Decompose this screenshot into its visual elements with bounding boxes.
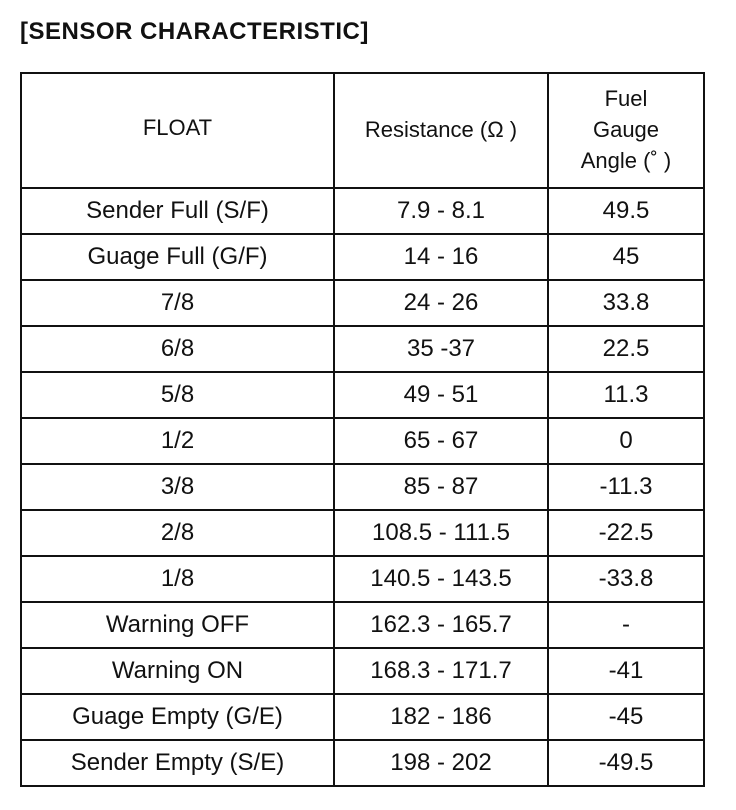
resistance-cell: 140.5 - 143.5 bbox=[334, 556, 548, 602]
float-cell: 6/8 bbox=[21, 326, 334, 372]
float-cell: 2/8 bbox=[21, 510, 334, 556]
angle-cell: -41 bbox=[548, 648, 704, 694]
table-row bbox=[21, 372, 704, 418]
angle-header-line-2: Gauge bbox=[592, 117, 660, 143]
float-cell: 1/8 bbox=[21, 556, 334, 602]
table-row bbox=[21, 234, 704, 280]
table-row bbox=[21, 280, 704, 326]
table-row bbox=[21, 418, 704, 464]
resistance-cell: 49 - 51 bbox=[334, 372, 548, 418]
float-cell: Warning OFF bbox=[21, 602, 334, 648]
float-cell: Guage Empty (G/E) bbox=[21, 694, 334, 740]
angle-cell: -49.5 bbox=[548, 740, 704, 786]
resistance-cell: 85 - 87 bbox=[334, 464, 548, 510]
angle-cell: 22.5 bbox=[548, 326, 704, 372]
angle-cell: 33.8 bbox=[548, 280, 704, 326]
float-column-header: FLOAT bbox=[21, 73, 334, 188]
table-row bbox=[21, 648, 704, 694]
float-cell: Sender Empty (S/E) bbox=[21, 740, 334, 786]
angle-column-header bbox=[548, 73, 704, 188]
resistance-cell: 14 - 16 bbox=[334, 234, 548, 280]
angle-cell: 45 bbox=[548, 234, 704, 280]
sensor-characteristic-table bbox=[20, 72, 705, 787]
page-title: [SENSOR CHARACTERISTIC] bbox=[20, 18, 369, 45]
table-header-row bbox=[21, 73, 704, 188]
table-row bbox=[21, 602, 704, 648]
table-row bbox=[21, 326, 704, 372]
angle-cell: 0 bbox=[548, 418, 704, 464]
resistance-cell: 35 -37 bbox=[334, 326, 548, 372]
table-row bbox=[21, 510, 704, 556]
resistance-cell: 168.3 - 171.7 bbox=[334, 648, 548, 694]
table-row bbox=[21, 740, 704, 786]
float-cell: 5/8 bbox=[21, 372, 334, 418]
table-row bbox=[21, 694, 704, 740]
float-cell: 1/2 bbox=[21, 418, 334, 464]
angle-header-line-1: Fuel bbox=[604, 86, 648, 112]
angle-cell: 49.5 bbox=[548, 188, 704, 234]
resistance-cell: 182 - 186 bbox=[334, 694, 548, 740]
angle-cell: -22.5 bbox=[548, 510, 704, 556]
resistance-cell: 198 - 202 bbox=[334, 740, 548, 786]
table-body bbox=[21, 188, 704, 786]
float-cell: 7/8 bbox=[21, 280, 334, 326]
angle-cell: 11.3 bbox=[548, 372, 704, 418]
float-cell: Warning ON bbox=[21, 648, 334, 694]
angle-cell: -33.8 bbox=[548, 556, 704, 602]
angle-cell: - bbox=[548, 602, 704, 648]
resistance-cell: 24 - 26 bbox=[334, 280, 548, 326]
resistance-cell: 7.9 - 8.1 bbox=[334, 188, 548, 234]
float-cell: 3/8 bbox=[21, 464, 334, 510]
angle-header-line-3: Angle (˚ ) bbox=[580, 147, 672, 173]
angle-cell: -45 bbox=[548, 694, 704, 740]
resistance-cell: 108.5 - 111.5 bbox=[334, 510, 548, 556]
float-cell: Guage Full (G/F) bbox=[21, 234, 334, 280]
float-cell: Sender Full (S/F) bbox=[21, 188, 334, 234]
table-row bbox=[21, 464, 704, 510]
table-row bbox=[21, 556, 704, 602]
resistance-cell: 65 - 67 bbox=[334, 418, 548, 464]
angle-cell: -11.3 bbox=[548, 464, 704, 510]
table-row bbox=[21, 188, 704, 234]
resistance-column-header: Resistance (Ω ) bbox=[334, 73, 548, 188]
resistance-cell: 162.3 - 165.7 bbox=[334, 602, 548, 648]
